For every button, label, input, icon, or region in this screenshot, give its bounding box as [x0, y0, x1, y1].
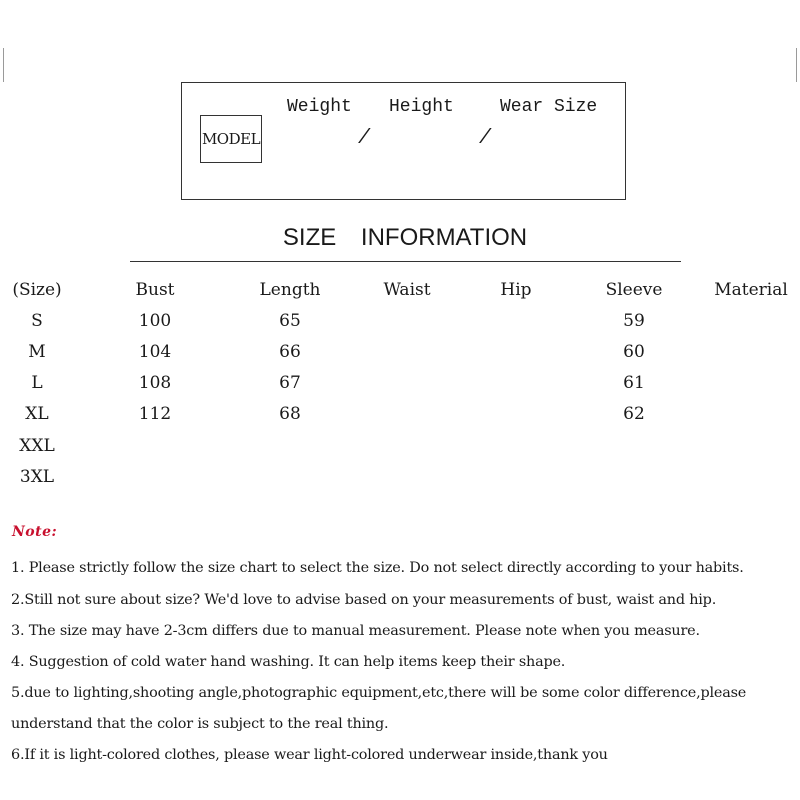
size-information-title: SIZE INFORMATION: [282, 224, 528, 251]
column-header-hip: Hip: [500, 280, 532, 300]
model-label: MODEL: [200, 115, 262, 163]
model-info-box: [181, 82, 626, 200]
table-cell-size: L: [31, 373, 43, 393]
table-cell-length: 68: [279, 404, 301, 424]
table-cell-bust: 100: [138, 311, 172, 331]
column-header-material: Material: [714, 280, 788, 300]
note-title: Note:: [12, 524, 58, 540]
table-cell-length: 65: [279, 311, 301, 331]
column-header-waist: Waist: [383, 280, 431, 300]
model-header-height: Height: [389, 97, 454, 117]
table-cell-sleeve: 60: [623, 342, 645, 362]
column-header-size: (Size): [12, 280, 62, 300]
column-header-sleeve: Sleeve: [605, 280, 663, 300]
table-cell-bust: 104: [138, 342, 172, 362]
table-cell-sleeve: 59: [623, 311, 645, 331]
right-edge-mark: [796, 48, 797, 82]
note-line: 1. Please strictly follow the size chart to select the size. Do not select directly according to your habits.: [11, 560, 744, 576]
model-header-wear-size: Wear Size: [500, 97, 598, 117]
table-cell-bust: 112: [138, 404, 172, 424]
table-cell-sleeve: 61: [623, 373, 645, 393]
model-header-weight: Weight: [287, 97, 352, 117]
note-line: understand that the color is subject to the real thing.: [11, 716, 389, 732]
title-divider: [130, 261, 681, 262]
table-cell-length: 66: [279, 342, 301, 362]
table-cell-sleeve: 62: [623, 404, 645, 424]
table-cell-size: 3XL: [19, 467, 55, 487]
table-cell-size: S: [31, 311, 43, 331]
table-cell-size: XXL: [19, 436, 55, 456]
table-cell-bust: 108: [138, 373, 172, 393]
table-cell-length: 67: [279, 373, 301, 393]
note-line: 4. Suggestion of cold water hand washing. It can help items keep their shape.: [11, 654, 566, 670]
model-value-wear-size: /: [479, 127, 492, 150]
table-cell-size: XL: [25, 404, 49, 424]
note-line: 6.If it is light-colored clothes, please wear light-colored underwear inside,thank you: [11, 747, 608, 763]
note-line: 5.due to lighting,shooting angle,photographic equipment,etc,there will be some color difference,please: [11, 685, 747, 701]
column-header-bust: Bust: [135, 280, 175, 300]
note-line: 3. The size may have 2-3cm differs due to manual measurement. Please note when you measure.: [11, 623, 700, 639]
column-header-length: Length: [259, 280, 321, 300]
left-edge-mark: [3, 48, 4, 82]
note-line: 2.Still not sure about size? We'd love to advise based on your measurements of bust, waist and hip.: [11, 592, 717, 608]
model-value-weight-height: /: [358, 127, 371, 150]
table-cell-size: M: [28, 342, 46, 362]
